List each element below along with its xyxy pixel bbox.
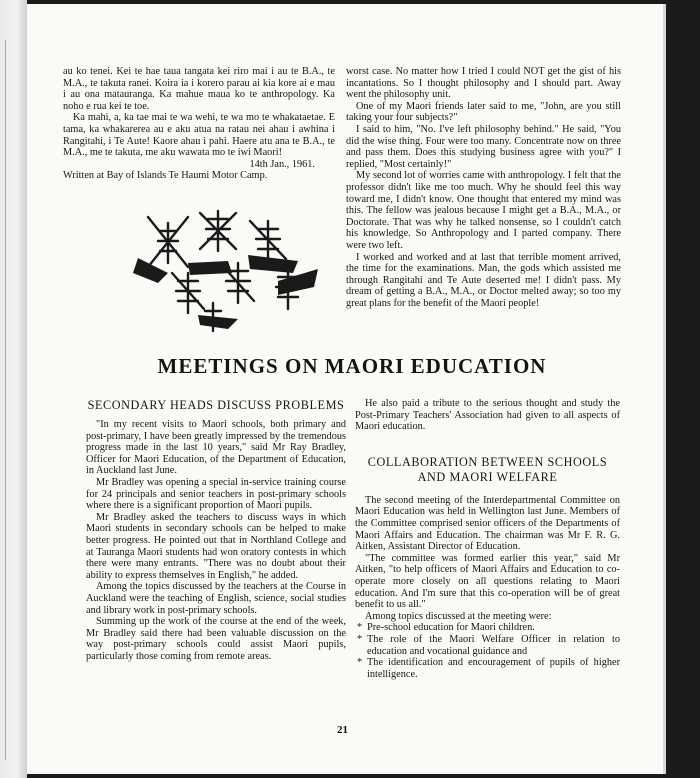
list-item: * Pre-school education for Maori children. — [355, 622, 620, 634]
paragraph: au ko tenei. Kei te hae taua tangata kei riro mai i au te B.A., te M.A., te takuta ranei. Koira ia i korero parau ai kia kore ai e mau i au ona matauranga. Ka mahue maua ko te anthropology. Ka noho e rua kei te toe. — [63, 66, 335, 112]
date-line: 14th Jan., 1961. — [249, 158, 315, 170]
decorative-illustration — [128, 203, 328, 338]
collaboration-column — [355, 398, 620, 680]
paragraph: Ka mahi, a, ka tae mai te wa wehi, te wa mo te whakataetae. E tama, ka whakarerea au e aku atua na ratau nei ahau i awhina i Rangitahi, i Te Aute! Kaore ahau i pahi. Haere atu ana te B.A., te M.A., me te takuta, me aku wawata mo te iwi Maori! — [63, 112, 335, 159]
paragraph: The second meeting of the Interdepartmental Committee on Maori Education was held in Wellington last June. Members of the Committee comprised senior officers of the Departments of Maori Affairs and Education. The chairman was Mr F. R. G. Aitken, Assistant Director of Education. — [355, 494, 620, 553]
page-number: 21 — [337, 724, 348, 736]
paragraph: "In my recent visits to Maori schools, both primary and post-primary, I have been greatly impressed by the tremendous progress made in the last 10 years," said Mr Ray Bradley, Officer for Maori Education, of the Department of Education, in Auckland last June. — [86, 419, 346, 477]
subheading: SECONDARY HEADS DISCUSS PROBLEMS — [87, 398, 345, 412]
list-item: * The role of the Maori Welfare Officer in relation to education and vocational guidance and — [355, 634, 620, 657]
paragraph: Mr Bradley was opening a special in-service training course for 24 principals and senior teachers in post-primary schools where there is a significant proportion of Maori pupils. — [86, 476, 346, 512]
maori-text-column — [63, 66, 335, 182]
topics-list — [355, 622, 620, 680]
secondary-heads-column — [86, 398, 346, 662]
paragraph: Among the topics discussed by the teachers at the Course in Auckland were the teaching of English, science, social studies and library work in post-primary schools. — [86, 581, 346, 616]
story-continuation-column — [346, 66, 621, 309]
paragraph: "The committee was formed earlier this year," said Mr Aitken, "to help officers of Maori Affairs and Education to co-operate more closely on all questions relating to Maori education. And I'm sure that this co-operation will be of great benefit to us all." — [355, 552, 620, 611]
paragraph: Mr Bradley asked the teachers to discuss ways in which Maori students in secondary schools can be helped to make better progress. He pointed out that in Northland College and at Tauranga Maori students had won oratory contests in which there were many entrants. "There was no doubt about their ability to express themselves in English," he added. — [86, 511, 346, 581]
paragraph: My second lot of worries came with anthropology. I felt that the professor didn't like me too much. Why he should feel this way toward me, I didn't know. One thought that entered my mind was this. The fellow was jealous because I might get a B.A., M.A., or Doctorate. That was why he talked nonsense, so I couldn't catch his knowledge. So Anthropology and I parted company. There were two left. — [346, 170, 621, 251]
paragraph: One of my Maori friends later said to me, "John, are you still taking your four subjects?" — [346, 100, 621, 124]
paragraph: worst case. No matter how I tried I could NOT get the gist of his incantations. So I thought philosophy and I should part. Away went the philosophy unit. — [346, 66, 621, 101]
paragraph: I worked and worked and at last that terrible moment arrived, the time for the examinations. Man, the gods which assisted me through Rangitahi and Te Aute deserted me! I didn't pass. My dream of getting a B.A., M.A., or Doctor melted away; so too my great plans for the benefit of the Maori people! — [346, 251, 621, 309]
paragraph: Among topics discussed at the meeting were: — [365, 610, 552, 622]
article-headline: MEETINGS ON MAORI EDUCATION — [157, 354, 547, 378]
paragraph: I said to him, "No. I've left philosophy behind." He said, "You did the wise thing. Four were too many. Concentrate now on three and pass them. Does this studying business agree with you?" I replied, "Most certainly!" — [346, 123, 621, 170]
binding-edge — [0, 0, 27, 778]
written-at-line: Written at Bay of Islands Te Haumi Motor Camp. — [63, 170, 268, 182]
list-item: * The identification and encouragement of pupils of higher intelligence. — [355, 657, 620, 680]
subheading: COLLABORATION BETWEEN SCHOOLS AND MAORI WELFARE — [367, 454, 608, 484]
paragraph: He also paid a tribute to the serious thought and study the Post-Primary Teachers' Association had given to all aspects of Maori education. — [355, 398, 620, 433]
paragraph: Summing up the work of the course at the end of the week, Mr Bradley said there had been valuable discussion on the way post-primary schools could assist Maori pupils, particularly those coming from remote areas. — [86, 616, 346, 662]
